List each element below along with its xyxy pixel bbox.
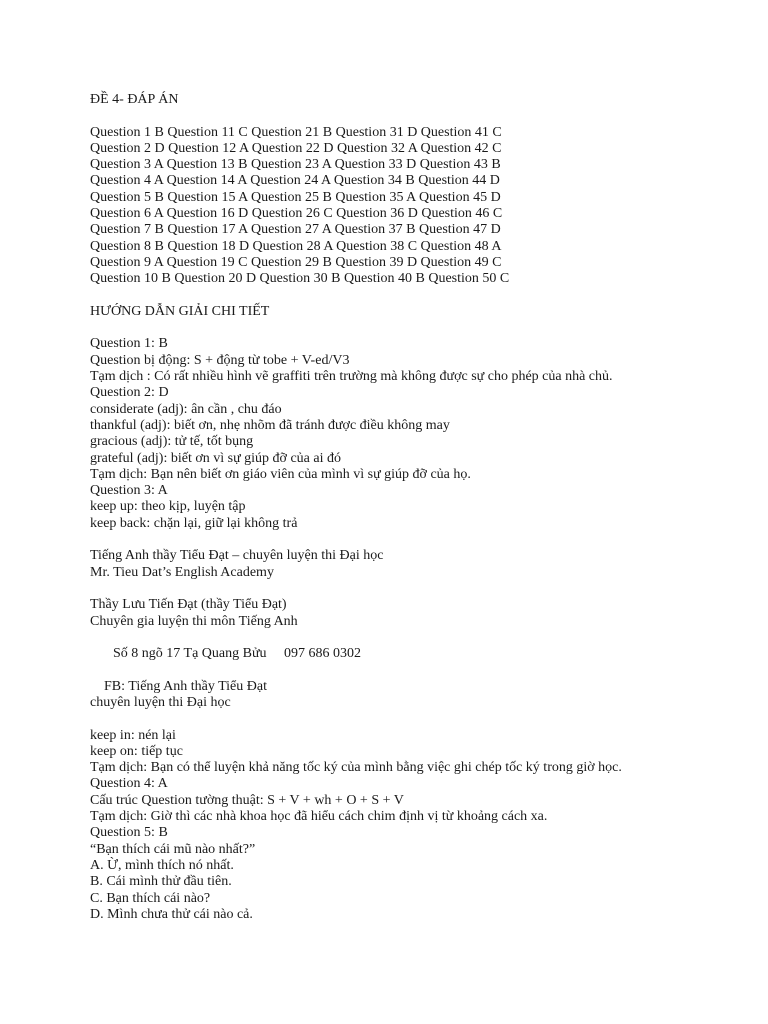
spacer	[90, 108, 730, 124]
section-heading: HƯỚNG DẪN GIẢI CHI TIẾT	[90, 303, 270, 319]
promo-line: Mr. Tieu Dat’s English Academy	[90, 564, 274, 580]
spacer	[90, 711, 730, 727]
explanation-line: Question 5: B	[90, 825, 168, 841]
answer-key-block	[90, 125, 730, 288]
explanation-line: A. Ừ, mình thích nó nhất.	[90, 857, 234, 873]
spacer	[90, 662, 730, 678]
answer-key-row: Question 7 B Question 17 A Question 27 A Question 37 B Question 47 D	[90, 222, 501, 238]
spacer	[90, 532, 730, 548]
answer-key-row: Question 1 B Question 11 C Question 21 B Question 31 D Question 41 C	[90, 124, 502, 140]
explanation-line: Tạm dịch: Giờ thì các nhà khoa học đã hiểu cách chim định vị từ khoảng cách xa.	[90, 809, 548, 825]
explanation-line: considerate (adj): ân cần , chu đáo	[90, 401, 282, 417]
explanation-line: Question 3: A	[90, 483, 168, 499]
explanation-line: “Bạn thích cái mũ nào nhất?”	[90, 841, 256, 857]
explanation-line: Cấu trúc Question tường thuật: S + V + wh + O + S + V	[90, 792, 404, 808]
explanation-line: keep up: theo kịp, luyện tập	[90, 499, 246, 515]
explanation-line: D. Mình chưa thử cái nào cả.	[90, 906, 253, 922]
explanation-line: Question 4: A	[90, 776, 168, 792]
explanation-line: keep on: tiếp tục	[90, 743, 183, 759]
answer-key-row: Question 2 D Question 12 A Question 22 D Question 32 A Question 42 C	[90, 140, 502, 156]
explanation-line: Tạm dịch : Có rất nhiều hình vẽ graffiti trên trường mà không được sự cho phép của nhà chủ.	[90, 369, 613, 385]
spacer	[90, 581, 730, 597]
spacer	[90, 288, 730, 304]
explanation-line: gracious (adj): tử tế, tốt bụng	[90, 434, 254, 450]
explanation-line: Question 2: D	[90, 385, 169, 401]
explanation-line: thankful (adj): biết ơn, nhẹ nhõm đã tránh được điều không may	[90, 417, 450, 433]
explanation-line: Tạm dịch: Bạn có thể luyện khả năng tốc ký của mình bằng việc ghi chép tốc ký trong giờ học.	[90, 760, 622, 776]
explanations-block-1	[90, 336, 730, 532]
promo-fb-sub: chuyên luyện thi Đại học	[90, 694, 231, 710]
promo-line: Tiếng Anh thầy Tiểu Đạt – chuyên luyện thi Đại học	[90, 548, 384, 564]
document-title: ĐỀ 4- ĐÁP ÁN	[90, 92, 179, 107]
explanation-line: Question 1: B	[90, 336, 168, 352]
promo-block	[90, 548, 730, 711]
promo-address-phone: Số 8 ngõ 17 Tạ Quang Bửu 097 686 0302	[113, 646, 362, 662]
answer-key-row: Question 3 A Question 13 B Question 23 A Question 33 D Question 43 B	[90, 157, 501, 173]
explanation-line: keep in: nén lại	[90, 727, 176, 743]
explanation-line: Question bị động: S + động từ tobe + V-ed/V3	[90, 352, 350, 368]
answer-key-row: Question 8 B Question 18 D Question 28 A Question 38 C Question 48 A	[90, 238, 502, 254]
document-page	[90, 92, 730, 923]
explanation-line: keep back: chặn lại, giữ lại không trả	[90, 515, 298, 531]
explanation-line: grateful (adj): biết ơn vì sự giúp đỡ của ai đó	[90, 450, 341, 466]
answer-key-row: Question 10 B Question 20 D Question 30 B Question 40 B Question 50 C	[90, 271, 510, 287]
explanation-line: C. Bạn thích cái nào?	[90, 890, 211, 906]
promo-fb: FB: Tiếng Anh thầy Tiểu Đạt	[104, 678, 267, 694]
answer-key-row: Question 6 A Question 16 D Question 26 C Question 36 D Question 46 C	[90, 206, 503, 222]
spacer	[90, 320, 730, 336]
answer-key-row: Question 5 B Question 15 A Question 25 B Question 35 A Question 45 D	[90, 189, 501, 205]
explanations-block-2	[90, 728, 730, 924]
promo-line: Chuyên gia luyện thi môn Tiếng Anh	[90, 613, 298, 629]
explanation-line: B. Cái mình thử đầu tiên.	[90, 874, 232, 890]
answer-key-row: Question 4 A Question 14 A Question 24 A Question 34 B Question 44 D	[90, 173, 500, 189]
promo-line: Thầy Lưu Tiến Đạt (thầy Tiểu Đạt)	[90, 597, 287, 613]
explanation-line: Tạm dịch: Bạn nên biết ơn giáo viên của mình vì sự giúp đỡ của họ.	[90, 466, 471, 482]
spacer	[90, 630, 730, 646]
answer-key-row: Question 9 A Question 19 C Question 29 B Question 39 D Question 49 C	[90, 254, 502, 270]
